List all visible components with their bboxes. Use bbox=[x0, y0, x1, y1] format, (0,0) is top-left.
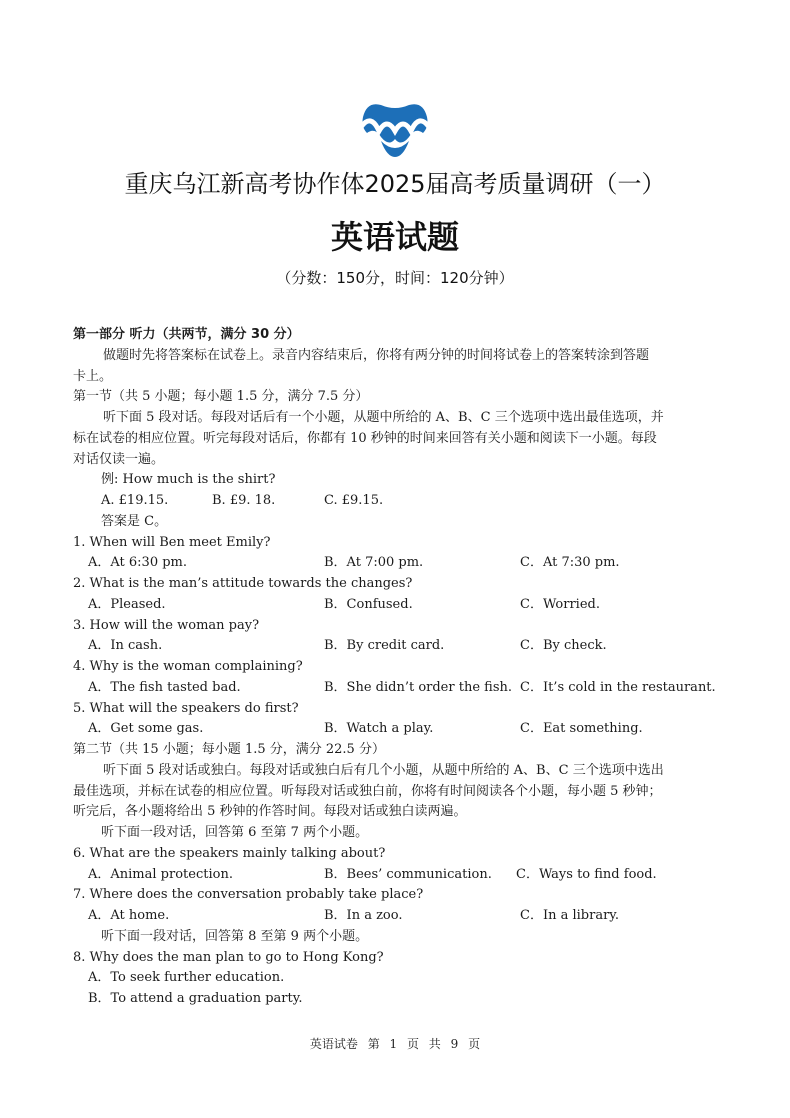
options-6 bbox=[73, 865, 723, 886]
option-a: A．At 6:30 pm. bbox=[88, 555, 188, 571]
group-instruction-6-7: 听下面一段对话，回答第 6 至第 7 两个小题。 bbox=[101, 825, 369, 840]
option-8a-row bbox=[73, 968, 723, 989]
option-a: A．Pleased. bbox=[88, 596, 166, 612]
option-b: B．Watch a play. bbox=[324, 721, 434, 737]
section1-instruction: 听下面 5 段对话。每段对话后有一个小题，从题中所给的 A、B、C 三个选项中选出最佳选项，并 bbox=[103, 410, 664, 425]
example-option-a: A. £19.15. bbox=[101, 493, 169, 508]
group-instruction-8-9: 听下面一段对话，回答第 8 至第 9 两个小题。 bbox=[101, 928, 369, 944]
question-5: 5. What will the speakers do first? bbox=[73, 700, 299, 716]
option-a: A．The fish tasted bad. bbox=[88, 679, 241, 695]
exam-content bbox=[73, 325, 723, 1010]
option-b: B．Bees’ communication. bbox=[324, 866, 492, 882]
page-footer: 英语试卷 第 1 页 共 9 页 bbox=[309, 1037, 481, 1051]
options-4 bbox=[73, 678, 723, 699]
option-b: B．She didn’t order the fish. bbox=[324, 679, 512, 695]
example-option-c: C. £9.15. bbox=[324, 493, 384, 508]
option-b: B．In a zoo. bbox=[324, 908, 403, 923]
option-a: A．At home. bbox=[88, 908, 170, 923]
section1-heading: 第一节（共 5 小题；每小题 1.5 分，满分 7.5 分） bbox=[73, 389, 369, 405]
option-c: C．Ways to find food. bbox=[516, 866, 657, 882]
section2-heading: 第二节（共 15 小题；每小题 1.5 分，满分 22.5 分） bbox=[73, 742, 385, 757]
example-answer: 答案是 C。 bbox=[101, 513, 168, 529]
part1-instruction-cont: 卡上。 bbox=[73, 368, 113, 384]
question-8: 8. Why does the man plan to go to Hong Kong? bbox=[73, 949, 384, 965]
options-5 bbox=[73, 719, 723, 740]
option-c: C．By check. bbox=[520, 638, 607, 654]
options-3 bbox=[73, 636, 723, 657]
section2-instruction-end: 听完后，各小题将给出 5 秒钟的作答时间。每段对话或独白读两遍。 bbox=[73, 804, 467, 820]
question-1: 1. When will Ben meet Emily? bbox=[73, 534, 271, 550]
section1-instruction-end: 对话仅读一遍。 bbox=[73, 451, 165, 467]
option-a: A．Get some gas. bbox=[88, 721, 204, 737]
question-6: 6. What are the speakers mainly talking about? bbox=[73, 845, 386, 861]
option-c: C．In a library. bbox=[520, 908, 620, 923]
option-b: B．Confused. bbox=[324, 596, 413, 612]
score-time: （分数：150分，时间：120分钟） bbox=[276, 269, 514, 287]
exam-subject: 英语试题 bbox=[330, 218, 459, 256]
section1-instruction-cont: 标在试卷的相应位置。听完每段对话后，你都有 10 秒钟的时间来回答有关小题和阅读下一小题。每段 bbox=[73, 430, 657, 446]
school-logo bbox=[357, 97, 433, 157]
option-a: A．To seek further education. bbox=[88, 970, 285, 986]
part1-instruction: 做题时先将答案标在试卷上。录音内容结束后，你将有两分钟的时间将试卷上的答案转涂到答题 bbox=[103, 347, 650, 363]
option-c: C．Worried. bbox=[520, 596, 600, 612]
example-options bbox=[73, 491, 723, 512]
option-b: B．At 7:00 pm. bbox=[324, 555, 424, 571]
section2-instruction: 听下面 5 段对话或独白。每段对话或独白后有几个小题，从题中所给的 A、B、C 三个选项中选出 bbox=[103, 762, 664, 778]
question-7: 7. Where does the conversation probably take place? bbox=[73, 887, 424, 903]
section2-instruction-cont: 最佳选项，并标在试卷的相应位置。听每段对话或独白前，你将有时间阅读各个小题，每小题 5 秒钟； bbox=[73, 783, 662, 799]
option-c: C．It’s cold in the restaurant. bbox=[520, 679, 716, 695]
question-4: 4. Why is the woman complaining? bbox=[73, 659, 303, 674]
example-question: 例: How much is the shirt? bbox=[101, 472, 276, 488]
option-b: B．By credit card. bbox=[324, 638, 445, 654]
question-3: 3. How will the woman pay? bbox=[73, 617, 260, 633]
option-b: B．To attend a graduation party. bbox=[88, 991, 303, 1006]
option-a: A．In cash. bbox=[88, 638, 163, 654]
exam-title: 重庆乌江新高考协作体2025届高考质量调研（一） bbox=[124, 170, 666, 198]
part1-heading: 第一部分 听力（共两节，满分 30 分） bbox=[73, 327, 300, 342]
option-8b-row bbox=[73, 989, 723, 1010]
question-2: 2. What is the man’s attitude towards the changes? bbox=[73, 576, 413, 591]
example-option-b: B. £9. 18. bbox=[212, 493, 276, 508]
options-1 bbox=[73, 553, 723, 574]
option-c: C．At 7:30 pm. bbox=[520, 555, 620, 571]
options-7 bbox=[73, 906, 723, 927]
options-2 bbox=[73, 595, 723, 616]
option-a: A．Animal protection. bbox=[88, 866, 233, 882]
option-c: C．Eat something. bbox=[520, 721, 643, 737]
